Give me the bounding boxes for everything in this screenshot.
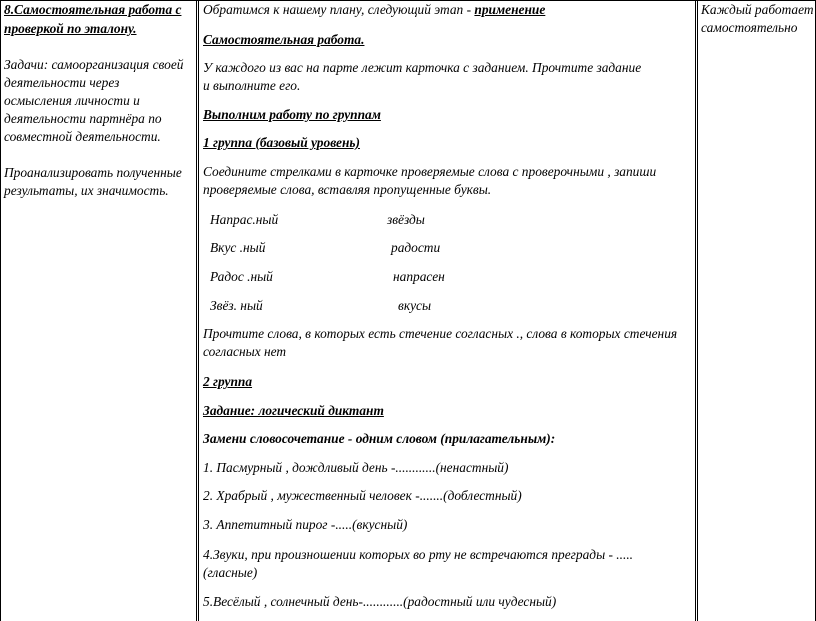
table-left-border	[0, 0, 1, 621]
column-divider-2	[198, 0, 199, 621]
column-divider-4	[697, 0, 698, 621]
work-mode-line: Каждый работает	[701, 2, 814, 17]
dictation-item-5: 5.Весёлый , солнечный день-............(радостный или чудесный)	[203, 594, 557, 609]
dictation-item: 1. Пасмурный , дождливый день -............(ненастный)	[203, 460, 509, 475]
tasks-line: осмысления личности и	[4, 93, 140, 108]
tasks-line: совместной деятельности.	[4, 129, 161, 144]
work-mode-line: самостоятельно	[701, 20, 798, 35]
section-title: Самостоятельная работа.	[203, 32, 365, 47]
analyze-line: Проанализировать полученные	[4, 165, 182, 180]
group2-title: 2 группа	[203, 374, 253, 389]
dictation-item: 3. Аппетитный пирог -.....(вкусный)	[203, 517, 408, 532]
pair-left: Напрас.ный	[210, 212, 279, 227]
read-line: Прочтите слова, в которых есть стечение согласных ., слова в которых стечения	[203, 326, 678, 341]
dictation-item-4-line: (гласные)	[203, 565, 258, 580]
intro-text: Обратимся к нашему плану, следующий этап -	[203, 2, 475, 17]
groups-title: Выполним работу по группам	[203, 107, 381, 122]
pair-right: вкусы	[398, 298, 432, 313]
card-line: У каждого из вас на парте лежит карточка с заданием. Прочтите задание	[203, 60, 642, 75]
tasks-line: деятельности партнёра по	[4, 111, 162, 126]
task2-title: Задание: логический диктант	[203, 403, 384, 418]
pair-left: Радос .ный	[210, 269, 273, 284]
group1-task-line: Соедините стрелками в карточке проверяемые слова с проверочными , запиши	[203, 164, 657, 179]
pair-left: Звёз. ный	[210, 298, 263, 313]
group1-task-line: проверяемые слова, вставляя пропущенные буквы.	[203, 182, 492, 197]
intro-bold: применение	[474, 2, 546, 17]
card-line: и выполните его.	[203, 78, 301, 93]
replace-title: Замени словосочетание - одним словом (прилагательным):	[203, 431, 556, 446]
read-line: согласных нет	[203, 344, 287, 359]
stage-heading-line2: проверкой по эталону.	[4, 21, 137, 36]
pair-right: напрасен	[393, 269, 445, 284]
group1-title: 1 группа (базовый уровень)	[203, 135, 360, 150]
analyze-line: результаты, их значимость.	[4, 183, 169, 198]
tasks-line: Задачи: самоорганизация своей	[4, 57, 184, 72]
column-divider-1	[196, 0, 197, 621]
pair-left: Вкус .ный	[210, 240, 266, 255]
dictation-item: 2. Храбрый , мужественный человек -.......(доблестный)	[203, 488, 522, 503]
tasks-line: деятельности через	[4, 75, 120, 90]
dictation-item-4-line: 4.Звуки, при произношении которых во рту не встречаются преграды - .....	[203, 547, 634, 562]
stage-heading-line1: 8.Самостоятельная работа с	[4, 2, 182, 17]
pair-right: звёзды	[387, 212, 425, 227]
intro-paragraph	[203, 1, 545, 19]
column-divider-3	[695, 0, 696, 621]
pair-right: радости	[391, 240, 441, 255]
